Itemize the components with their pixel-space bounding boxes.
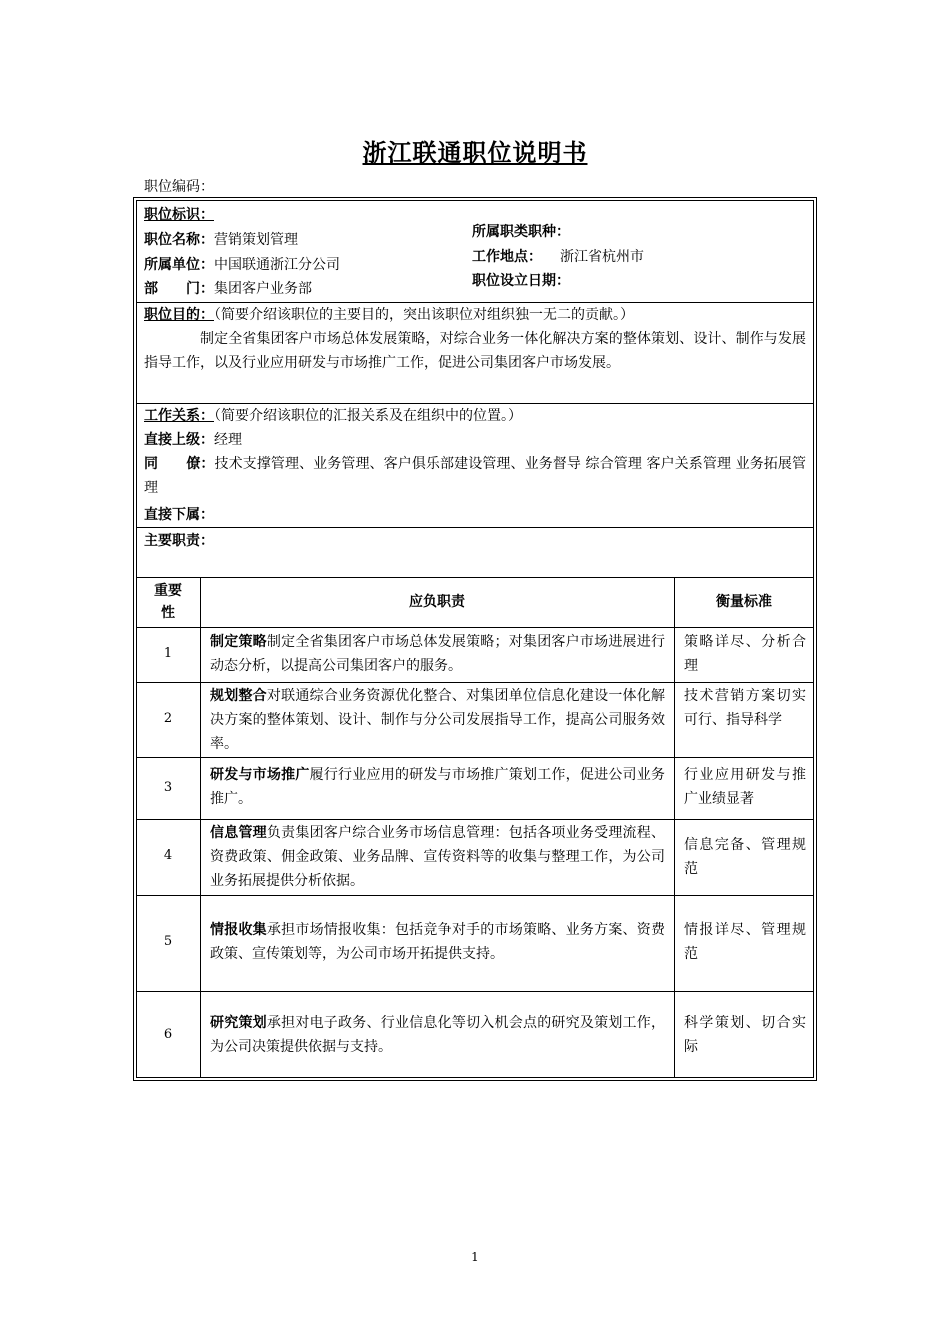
unit-value: 中国联通浙江分公司 — [214, 257, 340, 273]
table-row-divider-header — [136, 627, 814, 628]
dept-label: 部 门： — [144, 281, 214, 297]
table-row-divider-2 — [136, 757, 814, 758]
position-name-label: 职位名称： — [144, 232, 214, 248]
date-label: 职位设立日期： — [472, 273, 570, 289]
row-2-text: 对联通综合业务资源优化整合、对集团单位信息化建设一体化解决方案的整体策划、设计、制作与分公司发展指导工作，提高公司服务效率。 — [210, 688, 666, 752]
peer-row — [144, 452, 806, 500]
row-4-title: 信息管理 — [210, 825, 267, 841]
superior-row — [144, 428, 242, 452]
row-3-standard: 行业应用研发与推广业绩显著 — [684, 767, 806, 807]
peer-value: 技术支撑管理、业务管理、客户俱乐部建设管理、业务督导 综合管理 客户关系管理 业务拓展管理 — [144, 456, 806, 496]
table-row-divider-3 — [136, 819, 814, 820]
header-responsibility: 应负职责 — [409, 594, 465, 610]
row-5-text: 承担市场情报收集：包括竞争对手的市场策略、业务方案、资费政策、宣传策划等，为公司市场开拓提供支持。 — [210, 922, 666, 962]
row-5-standard: 情报详尽、管理规范 — [684, 922, 806, 962]
purpose-label: 职位目的： — [144, 307, 214, 323]
table-col-divider-1 — [200, 577, 201, 1078]
row-4-number: 4 — [163, 848, 173, 863]
table-row-divider-1 — [136, 682, 814, 683]
table-col-divider-2 — [674, 577, 675, 1078]
location-row — [472, 245, 644, 269]
table-row-divider-4 — [136, 895, 814, 896]
row-4-standard: 信息完备、管理规范 — [684, 837, 806, 877]
peer-label: 同 僚： — [144, 456, 215, 472]
divider-relations — [136, 527, 814, 528]
row-4-responsibility — [210, 821, 665, 893]
dept-row — [144, 277, 312, 301]
page-number: 1 — [471, 1250, 479, 1264]
row-5-title: 情报收集 — [210, 922, 267, 938]
header-standard: 衡量标准 — [716, 594, 772, 610]
row-6-standard: 科学策划、切合实际 — [684, 1015, 806, 1055]
relations-header — [144, 404, 522, 428]
row-3-text: 履行行业应用的研发与市场推广策划工作，促进公司业务推广。 — [210, 767, 666, 807]
subordinate-label: 直接下属： — [144, 507, 214, 523]
row-1-text: 制定全省集团客户市场总体发展策略；对集团客户市场进展进行动态分析，以提高公司集团客户的服务。 — [210, 634, 666, 674]
row-5-responsibility — [210, 918, 665, 966]
table-row-divider-5 — [136, 991, 814, 992]
superior-value: 经理 — [214, 432, 242, 448]
position-code-label: 职位编码： — [144, 179, 214, 195]
row-1-standard: 策略详尽、分析合理 — [684, 634, 806, 674]
relations-label: 工作关系： — [144, 408, 214, 424]
position-name-row — [144, 228, 298, 252]
superior-label: 直接上级： — [144, 432, 214, 448]
document-title: 浙江联通职位说明书 — [362, 138, 588, 167]
purpose-header — [144, 303, 634, 327]
purpose-text: 制定全省集团客户市场总体发展策略，对综合业务一体化解决方案的整体策划、设计、制作与发展指导工作，以及行业应用研发与市场推广工作，促进公司集团客户市场发展。 — [144, 331, 806, 371]
row-1-title: 制定策略 — [210, 634, 267, 650]
row-6-number: 6 — [163, 1027, 173, 1042]
identity-label: 职位标识： — [144, 207, 214, 223]
divider-duties-label — [136, 577, 814, 578]
row-2-standard: 技术营销方案切实可行、指导科学 — [684, 688, 806, 728]
row-2-title: 规划整合 — [210, 688, 267, 704]
row-3-number: 3 — [163, 780, 173, 795]
category-label: 所属职类职种： — [472, 224, 570, 240]
purpose-hint: （简要介绍该职位的主要目的，突出该职位对组织独一无二的贡献。） — [214, 307, 634, 323]
row-6-title: 研究策划 — [210, 1015, 267, 1031]
row-1-responsibility — [210, 630, 665, 678]
duties-label: 主要职责： — [144, 533, 214, 549]
row-3-responsibility — [210, 763, 665, 811]
row-2-number: 2 — [163, 711, 173, 726]
row-3-title: 研发与市场推广 — [210, 767, 310, 783]
location-label: 工作地点： — [472, 249, 542, 265]
location-value: 浙江省杭州市 — [560, 249, 644, 265]
row-5-number: 5 — [163, 934, 173, 949]
relations-hint: （简要介绍该职位的汇报关系及在组织中的位置。） — [214, 408, 522, 424]
position-name-value: 营销策划管理 — [214, 232, 298, 248]
unit-row — [144, 253, 340, 277]
unit-label: 所属单位： — [144, 257, 214, 273]
dept-value: 集团客户业务部 — [214, 281, 312, 297]
header-importance: 重要性 — [154, 583, 182, 621]
row-2-responsibility — [210, 684, 665, 756]
row-4-text: 负责集团客户综合业务市场信息管理：包括各项业务受理流程、资费政策、佣金政策、业务品牌、宣传资料等的收集与整理工作，为公司业务拓展提供分析依据。 — [210, 825, 666, 889]
row-6-responsibility — [210, 1011, 665, 1059]
row-6-text: 承担对电子政务、行业信息化等切入机会点的研究及策划工作，为公司决策提供依据与支持。 — [210, 1015, 666, 1055]
row-1-number: 1 — [163, 646, 173, 661]
